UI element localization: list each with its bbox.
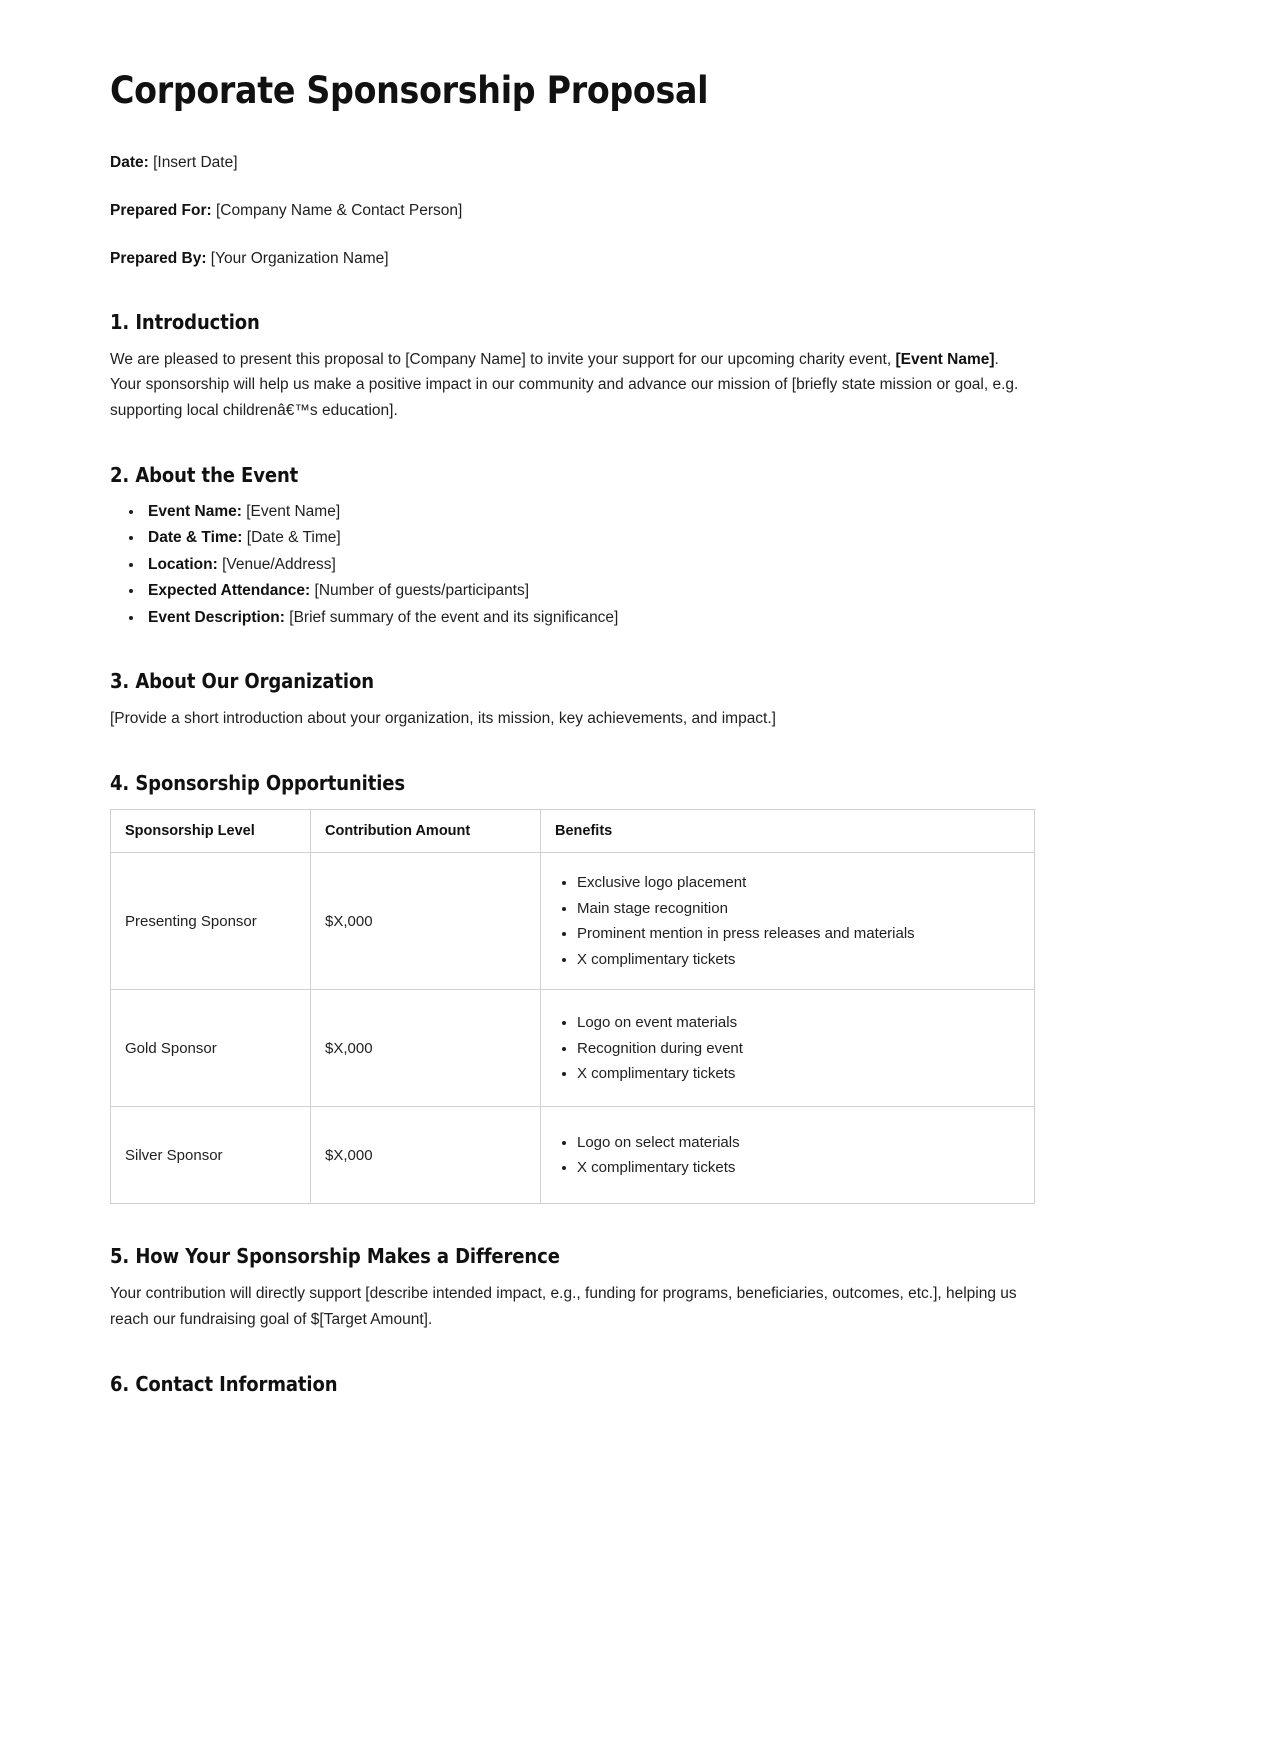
benefit-item: • X complimentary tickets [577, 1063, 1020, 1085]
benefit-item: • X complimentary tickets [577, 949, 1020, 971]
list-item [144, 500, 1153, 524]
table-cell-benefits [541, 853, 1035, 990]
section-heading-sponsorship-opportunities: 4. Sponsorship Opportunities [110, 771, 405, 796]
meta-prepared-for-value: [Company Name & Contact Person] [215, 201, 463, 219]
meta-prepared-for-label: Prepared For: [110, 201, 212, 219]
list-item-label: Date & Time: [148, 529, 243, 547]
list-item [144, 579, 1153, 603]
sponsorship-table [110, 809, 1035, 1204]
table-cell-amount: $X,000 [311, 990, 541, 1107]
about-event-list [110, 500, 1153, 630]
benefit-item: • Exclusive logo placement [577, 872, 1020, 894]
section-heading-contact-information: 6. Contact Information [110, 1371, 338, 1396]
meta-prepared-by-value: [Your Organization Name] [210, 250, 389, 268]
list-item [144, 553, 1153, 577]
section-heading-introduction: 1. Introduction [110, 310, 260, 335]
benefit-item: • Main stage recognition [577, 898, 1020, 920]
introduction-event-name: [Event Name] [895, 351, 995, 369]
meta-date-value: [Insert Date] [153, 153, 238, 171]
page-title: Corporate Sponsorship Proposal [110, 69, 709, 112]
benefit-item: • Prominent mention in press releases and materials [577, 923, 1020, 945]
list-item [144, 526, 1153, 550]
meta-prepared-for [110, 199, 1153, 222]
difference-paragraph: Your contribution will directly support [describe intended impact, e.g., funding for programs, beneficiaries, outcomes, etc.], helping us reach our fundraising goal of $[Target Amount]. [110, 1285, 1017, 1328]
meta-prepared-by-label: Prepared By: [110, 250, 207, 268]
table-header-row [111, 810, 1035, 853]
table-cell-level: Silver Sponsor [111, 1107, 311, 1204]
benefit-list [555, 872, 1020, 971]
list-item-value: [Brief summary of the event and its significance] [289, 608, 619, 626]
list-item-value: [Number of guests/participants] [314, 582, 530, 600]
benefit-item: • X complimentary tickets [577, 1157, 1020, 1179]
benefit-list [555, 1012, 1020, 1085]
meta-prepared-by [110, 247, 1153, 270]
meta-date [110, 151, 1153, 174]
section-heading-how-your-sponsorship-makes-a-difference: 5. How Your Sponsorship Makes a Difference [110, 1244, 560, 1269]
introduction-text-part1: We are pleased to present this proposal to [Company Name] to invite your support for our upcoming charity event, [110, 351, 896, 369]
table-cell-benefits [541, 990, 1035, 1107]
section-heading-about-our-organization: 3. About Our Organization [110, 669, 374, 694]
list-item-label: Expected Attendance: [148, 582, 311, 600]
list-item-value: [Date & Time] [246, 529, 341, 547]
table-cell-amount: $X,000 [311, 853, 541, 990]
table-column-header-benefits: Benefits [541, 810, 1035, 853]
benefit-item: • Logo on select materials [577, 1132, 1020, 1154]
table-cell-level: Presenting Sponsor [111, 853, 311, 990]
list-item-value: [Venue/Address] [222, 555, 336, 573]
table-row [111, 1107, 1035, 1204]
benefit-item: • Recognition during event [577, 1038, 1020, 1060]
meta-date-label: Date: [110, 153, 149, 171]
section-heading-about-the-event: 2. About the Event [110, 462, 299, 487]
list-item-value: [Event Name] [246, 502, 341, 520]
benefit-list [555, 1132, 1020, 1180]
table-column-header-contribution-amount: Contribution Amount [311, 810, 541, 853]
table-row [111, 853, 1035, 990]
list-item-label: Location: [148, 555, 218, 573]
table-cell-benefits [541, 1107, 1035, 1204]
about-organization-paragraph: [Provide a short introduction about your organization, its mission, key achievements, and impact.] [110, 710, 776, 728]
table-column-header-sponsorship-level: Sponsorship Level [111, 810, 311, 853]
benefit-item: • Logo on event materials [577, 1012, 1020, 1034]
introduction-paragraph [110, 347, 1030, 422]
list-item-label: Event Description: [148, 608, 285, 626]
list-item-label: Event Name: [148, 502, 242, 520]
introduction-text-part2: . Your sponsorship will help us make a positive impact in our community and advance our mission of [briefly state mission or goal, e.g. supporting local childrenâ€™s education]. [110, 351, 1019, 419]
list-item [144, 606, 1153, 630]
table-cell-level: Gold Sponsor [111, 990, 311, 1107]
table-row [111, 990, 1035, 1107]
table-cell-amount: $X,000 [311, 1107, 541, 1204]
